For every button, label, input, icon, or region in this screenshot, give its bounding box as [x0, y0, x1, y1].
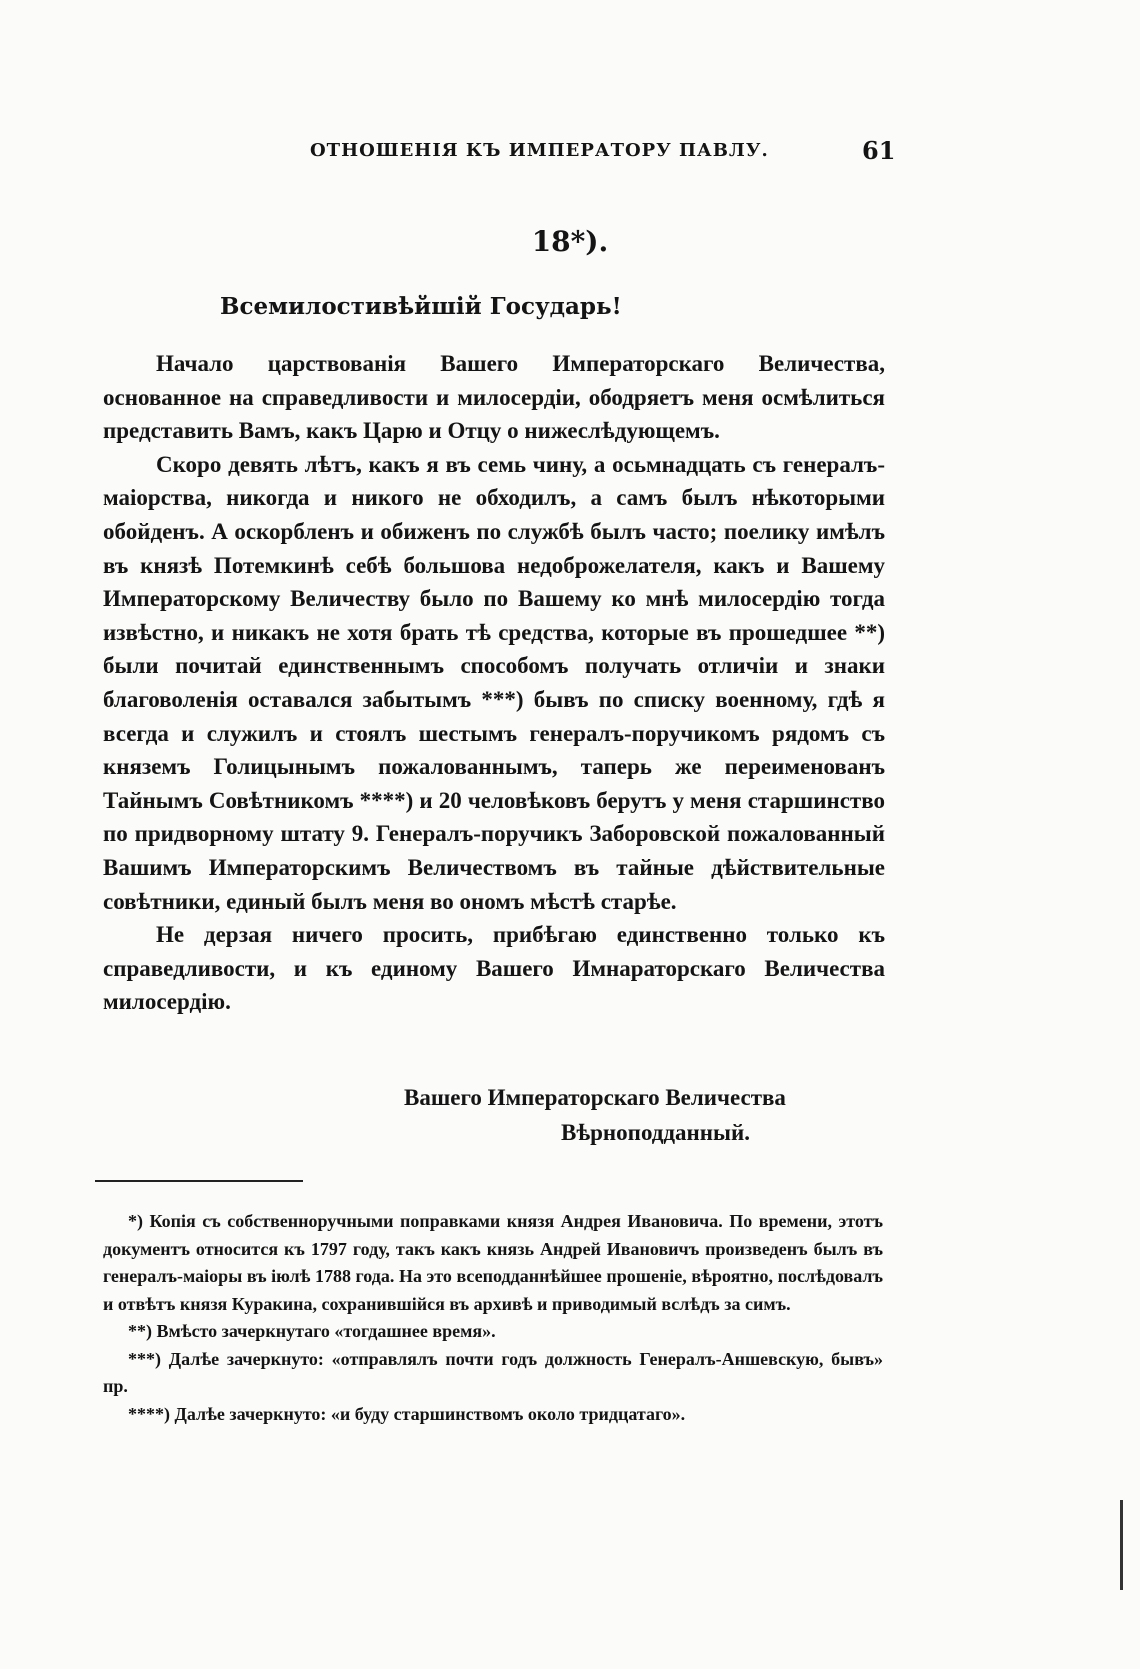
paragraph: Не дерзая ничего просить, прибѣгаю единственно только къ справедливости, и къ единому Вашего Имнараторскаго Величества милосердію. [103, 922, 885, 1015]
scan-margin-mark [1120, 1500, 1123, 1590]
footnotes [103, 1208, 883, 1428]
closing-line: Вашего Императорскаго Величества [404, 1085, 786, 1110]
footnote-divider [95, 1180, 303, 1182]
page-number: 61 [862, 136, 896, 165]
running-title: ОТНОШЕНІЯ КЪ ИМПЕРАТОРУ ПАВЛУ. [310, 140, 769, 161]
document-number: 18*). [531, 225, 609, 258]
salutation: Всемилостивѣйшій Государь! [220, 293, 622, 320]
footnote: ***) Далѣе зачеркнуто: «отправлялъ почти годъ должность Генералъ-Аншевскую, бывъ» пр. [103, 1348, 883, 1396]
footnote: ****) Далѣе зачеркнуто: «и буду старшинствомъ около тридцатаго». [128, 1403, 686, 1424]
footnote: **) Вмѣсто зачеркнутаго «тогдашнее время». [128, 1321, 496, 1341]
letter-body [103, 347, 885, 1019]
paragraph: Скоро девять лѣтъ, какъ я въ семь чину, а осьмнадцать съ генералъ-маіорства, никогда и никого не обходилъ, а самъ былъ нѣкоторыми обойденъ. А оскорбленъ и обиженъ по службѣ былъ часто; поелику имѣлъ въ князѣ Потемкинѣ себѣ большова недоброжелателя, какъ и Вашему Императорскому Величеству было по Вашему ко мнѣ милосердію тогда извѣстно, и никакъ не хотя брать тѣ средства, которые въ прошедшее **) были почитай единственнымъ способомъ получать отличіи и знаки благоволенія оставался забытымъ ***) бывъ по списку военному, гдѣ я всегда и служилъ и стоялъ шестымъ генералъ-поручикомъ рядомъ съ княземъ Голицынымъ пожалованнымъ, таперь же переименованъ Тайнымъ Совѣтникомъ ****) и 20 человѣковъ берутъ у меня старшинство по придворному штату 9. Генералъ-поручикъ Заборовской пожалованный Вашимъ Императорскимъ Величествомъ въ тайные дѣйствительные совѣтники, единый былъ меня во ономъ мѣстѣ старѣе. [103, 451, 885, 914]
signature-line: Вѣрноподданный. [561, 1120, 751, 1145]
footnote: *) Копія съ собственноручными поправками князя Андрея Ивановича. По времени, этотъ документъ относится къ 1797 году, такъ какъ князь Андрей Ивановичъ произведенъ былъ въ генералъ-маіоры въ іюлѣ 1788 года. На это всеподданнѣйшее прошеніе, вѣроятно, послѣдовалъ и отвѣтъ князя Куракина, сохранившійся въ архивѣ и приводимый вслѣдъ за симъ. [103, 1211, 883, 1314]
paragraph: Начало царствованія Вашего Императорскаго Величества, основанное на справедливости и милосердіи, ободряетъ меня осмѣлиться представить Вамъ, какъ Царю и Отцу о нижеслѣдующемъ. [103, 351, 885, 444]
